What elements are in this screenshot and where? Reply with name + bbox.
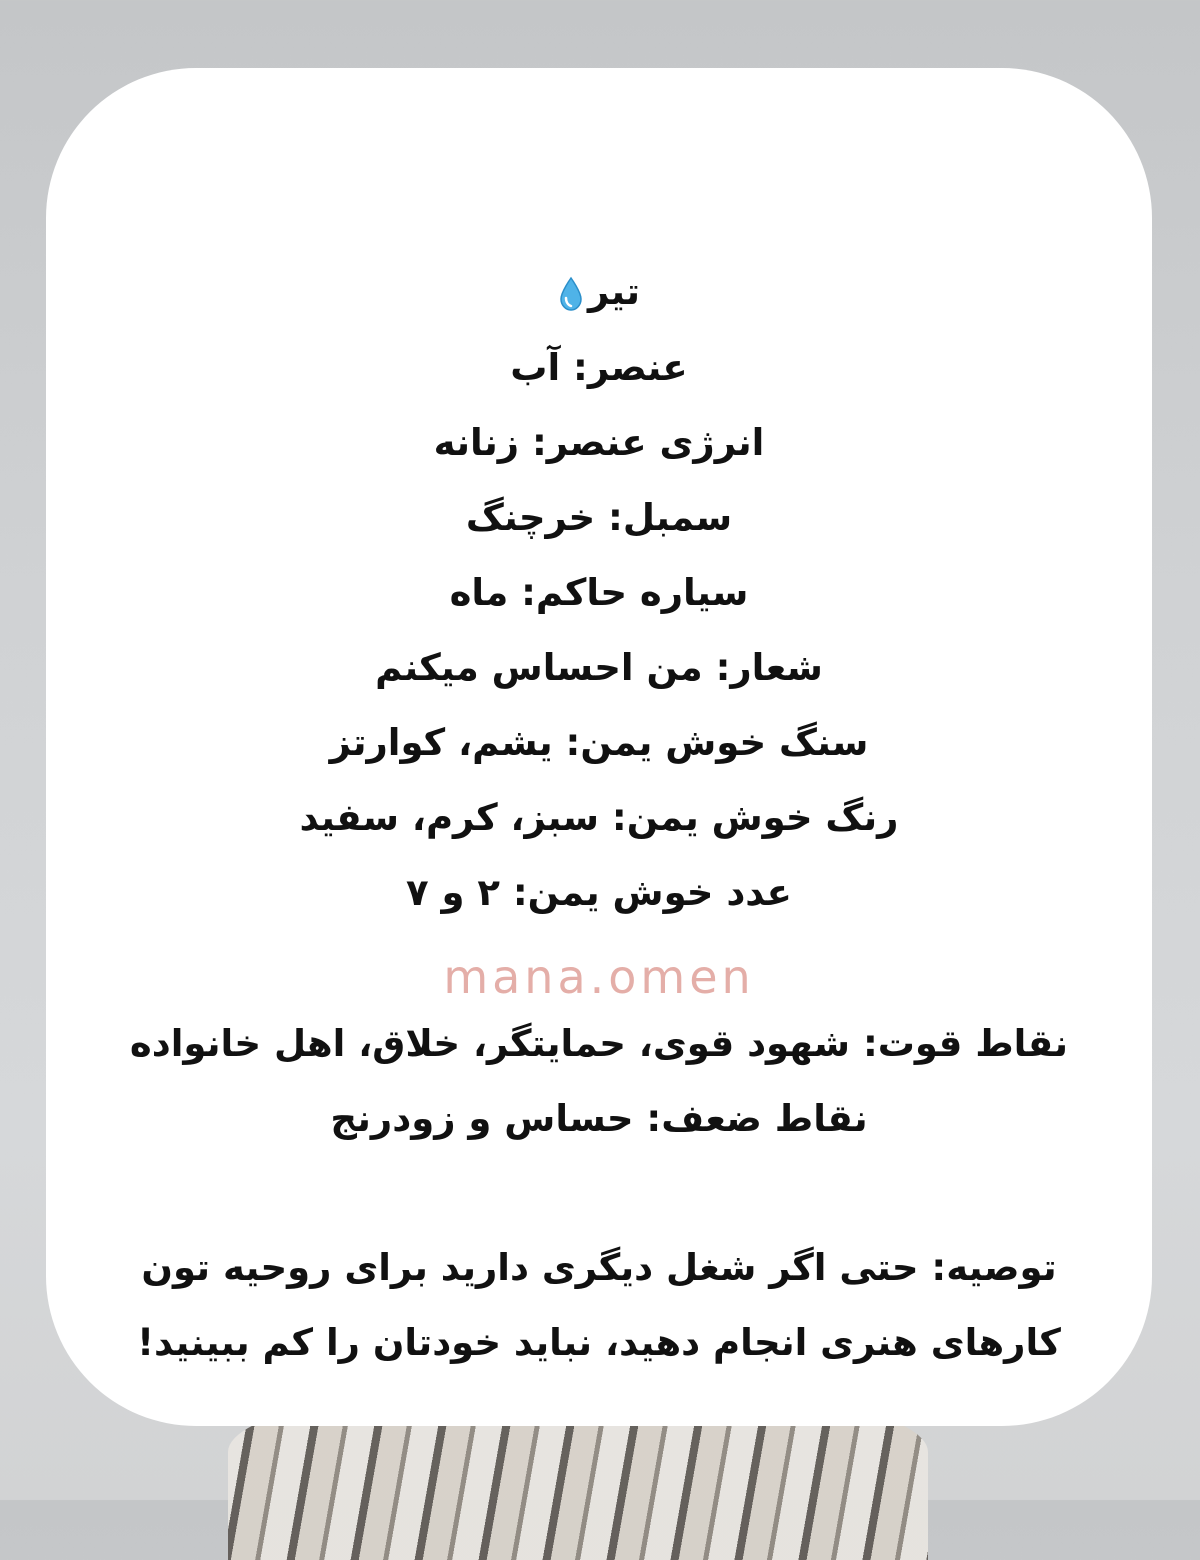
weaknesses-line: نقاط ضعف: حساس و زودرنج <box>330 1097 868 1140</box>
title-row <box>46 268 1152 316</box>
watermark: mana.omen <box>443 950 755 1004</box>
element-energy-line: انرژی عنصر: زنانه <box>433 421 765 464</box>
advice-line-1: توصیه: حتی اگر شغل دیگری دارید برای روحیه تون <box>141 1246 1057 1289</box>
advice-line-2: کارهای هنری انجام دهید، نباید خودتان را کم ببینید! <box>137 1321 1061 1364</box>
element-line: عنصر: آب <box>510 346 688 389</box>
info-card <box>46 68 1152 1426</box>
motto-line: شعار: من احساس میکنم <box>375 646 823 689</box>
symbol-line: سمبل: خرچنگ <box>465 496 733 539</box>
lucky-number-line: عدد خوش یمن: ۲ و ۷ <box>406 871 792 914</box>
lucky-stone-line: سنگ خوش یمن: یشم، کوارتز <box>329 721 869 764</box>
strengths-line: نقاط قوت: شهود قوی، حمایتگر، خلاق، اهل خانواده <box>129 1022 1069 1065</box>
water-drop-icon <box>558 276 584 312</box>
ruling-planet-line: سیاره حاکم: ماه <box>449 571 749 614</box>
lucky-color-line: رنگ خوش یمن: سبز، کرم، سفید <box>299 796 899 839</box>
page-title: تیر <box>587 270 640 313</box>
